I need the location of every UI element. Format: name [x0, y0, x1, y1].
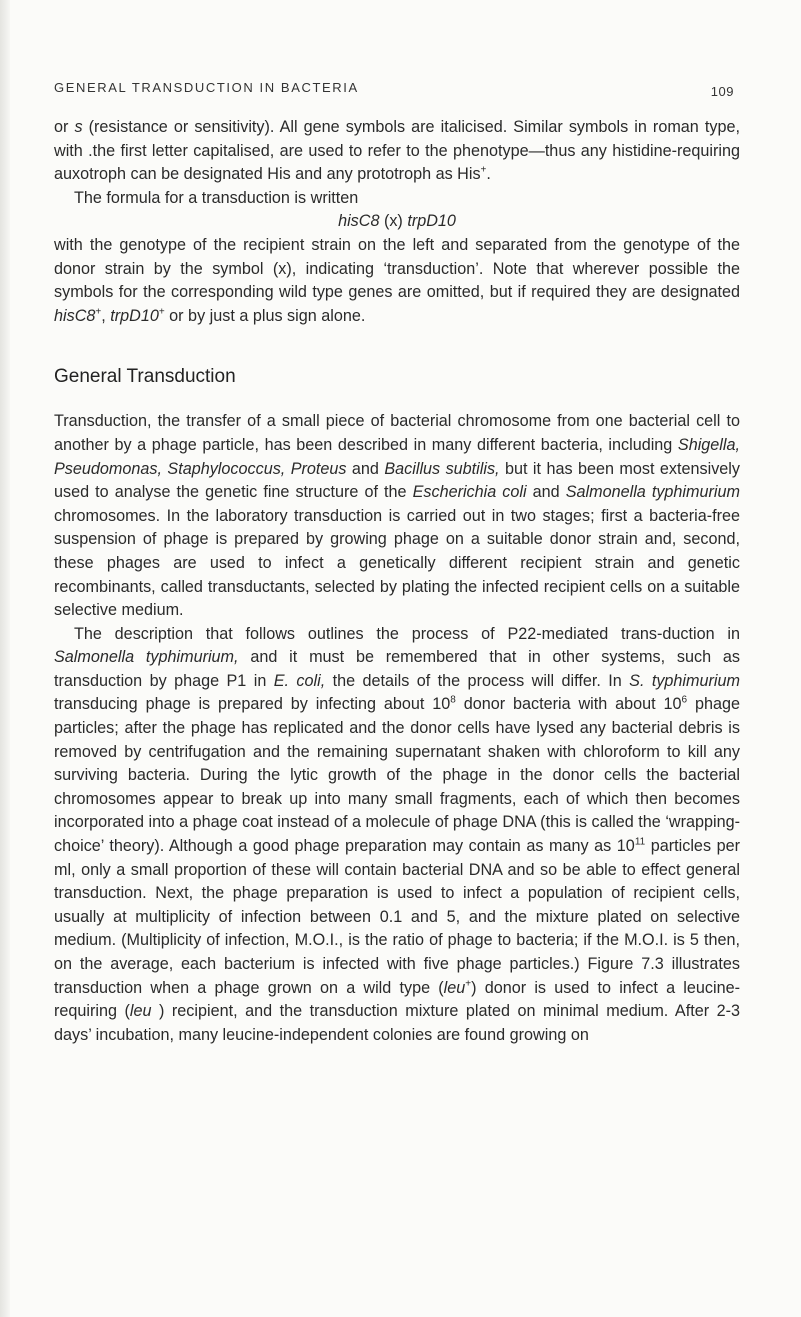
page-number: 109: [710, 84, 734, 99]
intro-paragraph-1: or s (resistance or sensitivity). All gene symbols are italicised. Similar symbols in roman type, with .the first letter capitalised, are used to refer to the phenotype—thus any histidine-requiring auxotroph can be designated His and any prototroph as His+.: [54, 118, 740, 184]
transduction-formula: hisC8 (x) trpD10: [338, 212, 456, 231]
page-gutter-shadow: [0, 0, 10, 1317]
intro-paragraph-2: The formula for a transduction is written: [74, 188, 359, 207]
section-heading: General Transduction: [54, 366, 236, 388]
intro-paragraph-3: with the genotype of the recipient strain on the left and separated from the genotype of the donor strain by the symbol (x), indicating ‘transduction’. Note that wherever possible the symbols for the corresponding wild type genes are omitted, but if required they are designated hisC8+, trpD10+ or by just a plus sign alone.: [54, 235, 740, 325]
running-head-title: GENERAL TRANSDUCTION IN BACTERIA: [54, 80, 359, 95]
page-body: [54, 116, 740, 1047]
section-paragraph-1: Transduction, the transfer of a small piece of bacterial chromosome from one bacterial cell to another by a phage particle, has been described in many different bacteria, including Shigella, Pseudomonas, Staphylococcus, Proteus and Bacillus subtilis, but it has been most extensively used to analyse the genetic fine structure of the Escherichia coli and Salmonella typhimurium chromosomes. In the laboratory transduction is carried out in two stages; first a bacteria-free suspension of phage is prepared by growing phage on a suitable donor strain and, second, these phages are used to infect a genetically different recipient strain and genetic recombinants, called transductants, selected by plating the infected recipient cells on a suitable selective medium.: [54, 412, 740, 620]
section-paragraph-2: The description that follows outlines the process of P22-mediated trans-duction in Salmonella typhimurium, and it must be remembered that in other systems, such as transduction by phage P1 in E. coli, the details of the process will differ. In S. typhimurium transducing phage is prepared by infecting about $10^8$ donor bacteria with about $10^6$ phage particles; after the phage has replicated and the donor cells have lysed any bacterial debris is removed by centrifugation and the remaining supernatant shaken with chloroform to kill any surviving bacteria. During the lytic growth of the phage in the donor cells the bacterial chromosomes appear to break up into many small fragments, each of which then becomes incorporated into a phage coat instead of a molecule of phage DNA (this is called the ‘wrapping-choice’ theory). Although a good phage preparation may contain as many as $10^{11}$ particles per ml, only a small proportion of these will contain bacterial DNA and so be able to effect general transduction. Next, the phage preparation is used to infect a population of recipient cells, usually at multiplicity of infection between 0.1 and 5, and the mixture plated on selective medium. (Multiplicity of infection, M.O.I., is the ratio of phage to bacteria; if the M.O.I. is 5 then, on the average, each bacterium is infected with five phage particles.) Figure 7.3 illustrates transduction when a phage grown on a wild type (leu+) donor is used to infect a leucine-requiring (leu ) recipient, and the transduction mixture plated on minimal medium. After 2-3 days’ incubation, many leucine-independent colonies are found growing on: [54, 624, 740, 1044]
running-head: [54, 80, 734, 99]
